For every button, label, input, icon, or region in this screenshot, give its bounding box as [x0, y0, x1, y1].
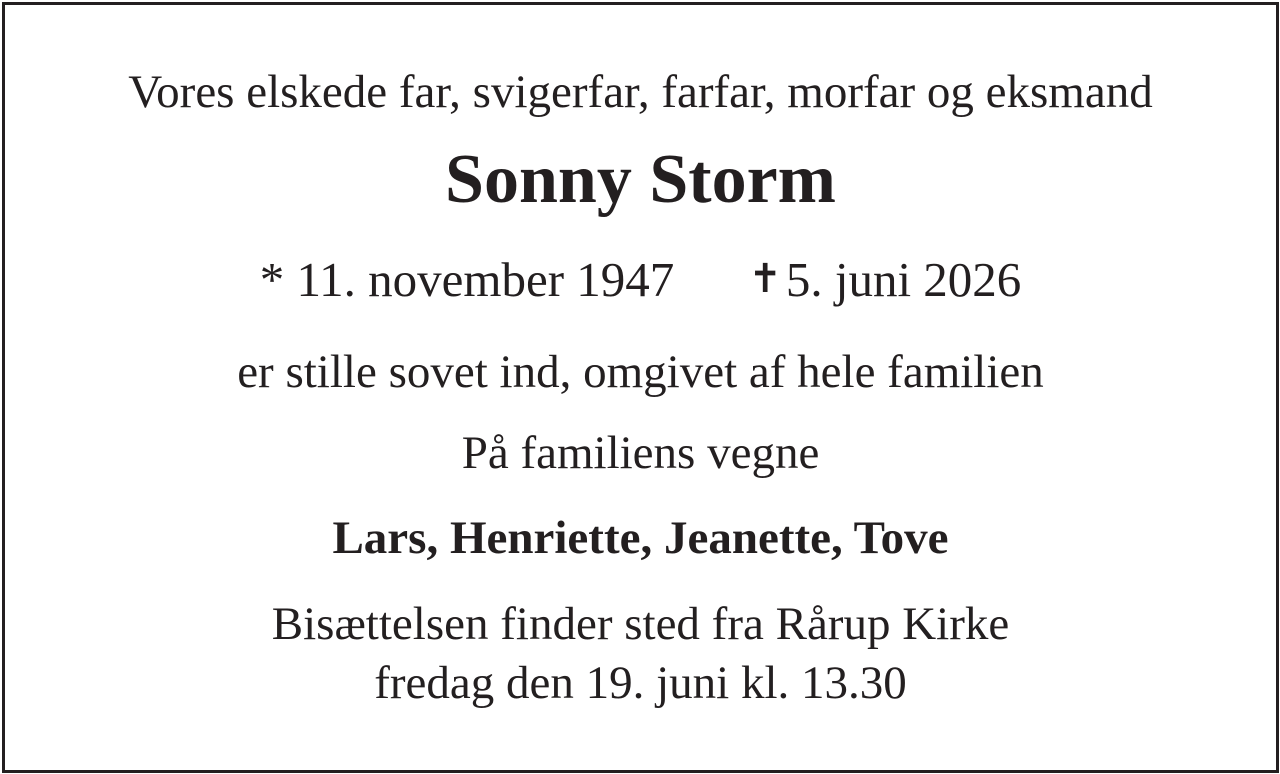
obituary-notice — [2, 2, 1279, 773]
death-date-group — [748, 252, 1022, 307]
service-location: Bisættelsen finder sted fra Rårup Kirke — [271, 598, 1010, 650]
cross-icon: ✝ — [748, 256, 782, 302]
dates-line — [5, 252, 1276, 307]
service-time: fredag den 19. juni kl. 13.30 — [374, 657, 907, 709]
passing-line: er stille sovet ind, omgivet af hele familien — [237, 346, 1044, 398]
family-intro: På familiens vegne — [461, 427, 820, 479]
death-date: 5. juni 2026 — [785, 252, 1022, 307]
deceased-name: Sonny Storm — [445, 141, 836, 218]
family-names: Lars, Henriette, Jeanette, Tove — [332, 512, 949, 564]
intro-line: Vores elskede far, svigerfar, farfar, morfar og eksmand — [128, 66, 1153, 118]
birth-date: * 11. november 1947 — [259, 252, 675, 307]
